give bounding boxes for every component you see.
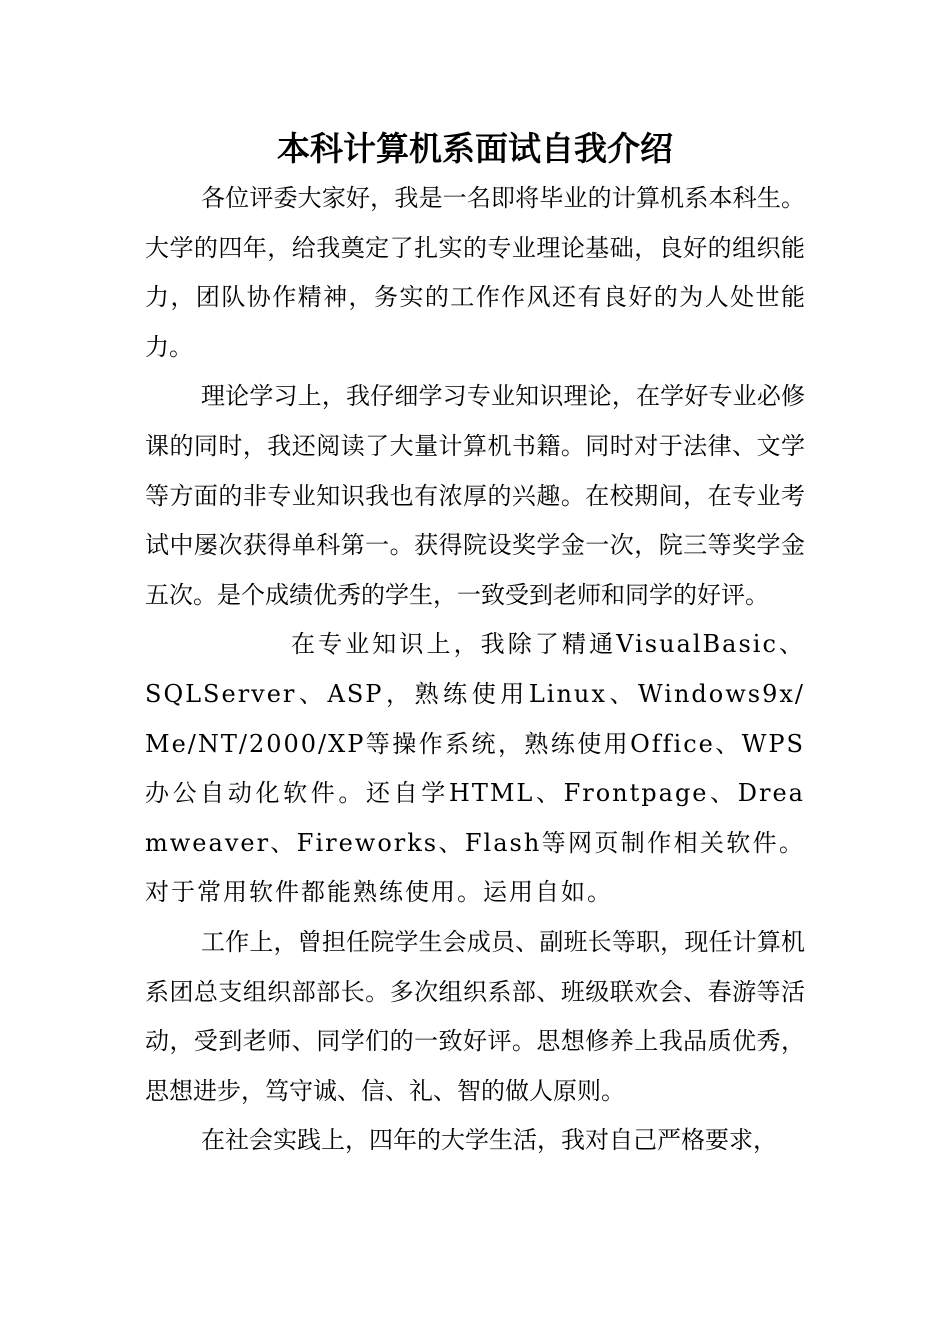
paragraph-social-practice: 在社会实践上，四年的大学生活，我对自己严格要求， <box>201 1126 777 1155</box>
document-title: 本科计算机系面试自我介绍 <box>277 129 673 168</box>
paragraph-professional-skills: 在专业知识上，我除了精通VisualBasic、SQLServer、ASP，熟练使用Linux、Windows9x/Me/NT/2000/XP等操作系统，熟练使用Office、WPS办公自动化软件。还自学HTML、Frontpage、Dreamweaver、Fireworks、Flash等网页制作相关软件。对于常用软件都能熟练使用。运用自如。 <box>145 630 805 907</box>
document-body <box>145 174 805 1166</box>
paragraph-work-experience: 工作上，曾担任院学生会成员、副班长等职，现任计算机系团总支组织部部长。多次组织系部、班级联欢会、春游等活动，受到老师、同学们的一致好评。思想修养上我品质优秀，思想进步，笃守诚、信、礼、智的做人原则。 <box>145 927 805 1105</box>
paragraph-greeting: 各位评委大家好，我是一名即将毕业的计算机系本科生。大学的四年，给我奠定了扎实的专业理论基础，良好的组织能力，团队协作精神，务实的工作作风还有良好的为人处世能力。 <box>145 184 805 361</box>
paragraph-theory-study: 理论学习上，我仔细学习专业知识理论，在学好专业必修课的同时，我还阅读了大量计算机书籍。同时对于法律、文学等方面的非专业知识我也有浓厚的兴趣。在校期间，在专业考试中屡次获得单科第一。获得院设奖学金一次，院三等奖学金五次。是个成绩优秀的学生，一致受到老师和同学的好评。 <box>145 382 805 609</box>
